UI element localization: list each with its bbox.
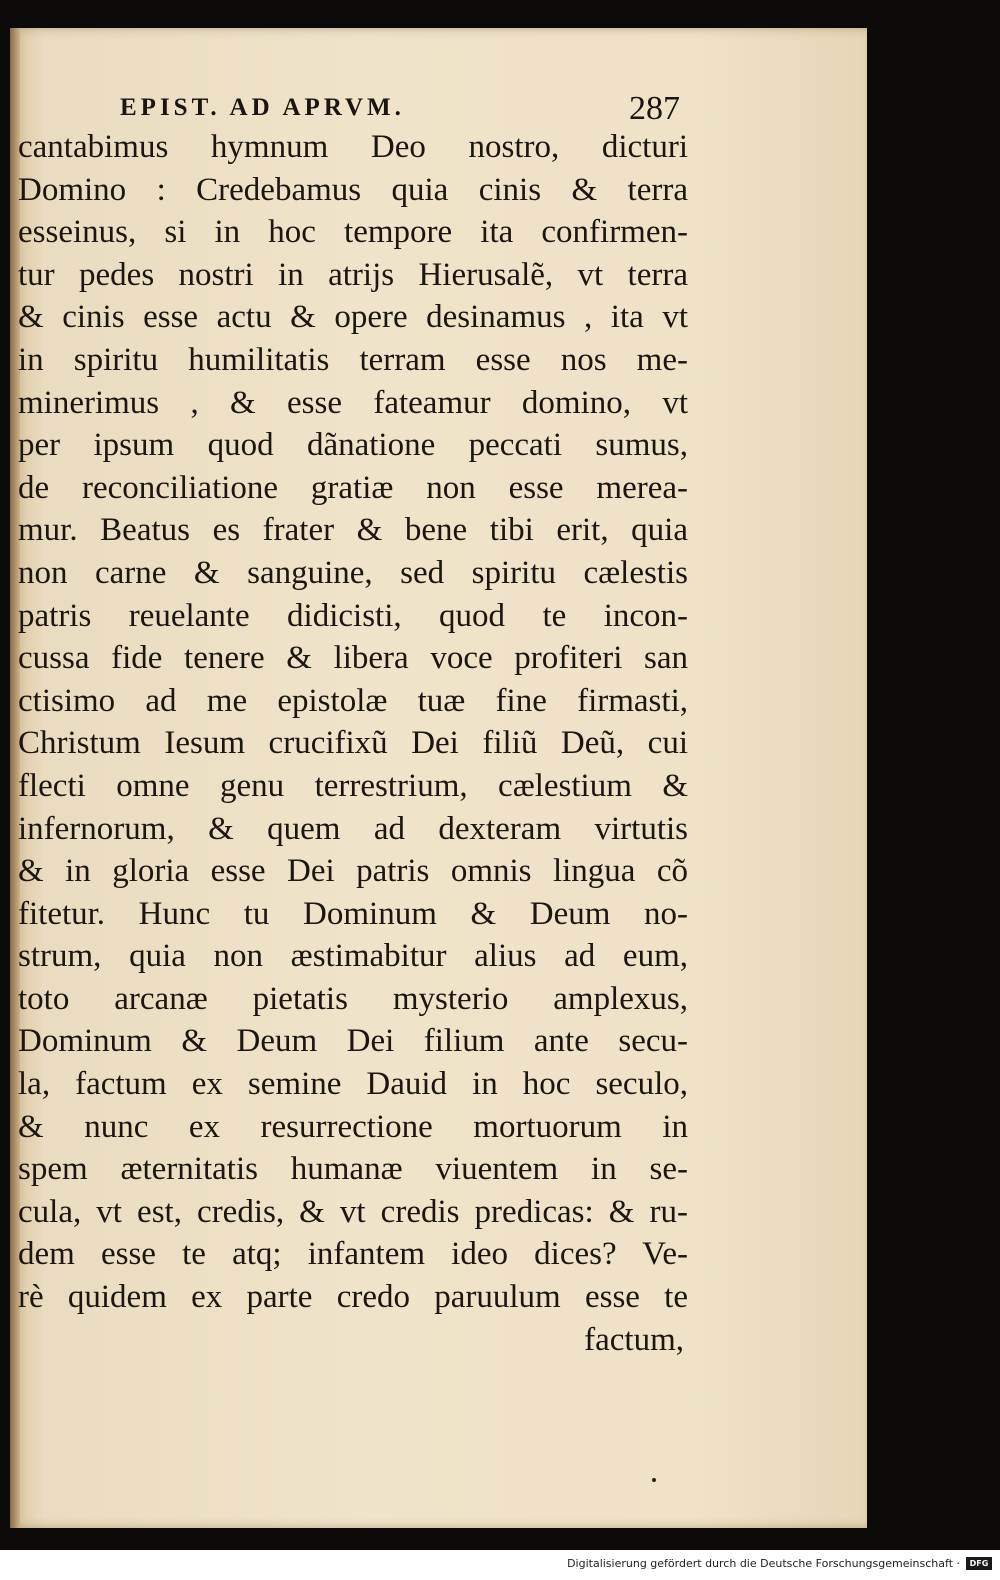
text-line: Domino : Credebamus quia cinis & terra: [18, 171, 688, 208]
text-line: esseinus, si in hoc tempore ita confirmen-: [18, 214, 688, 251]
text-line: ctisimo ad me epistolæ tuæ fine firmasti,: [18, 682, 688, 719]
text-line: & nunc ex resurrectione mortuorum in: [18, 1108, 688, 1145]
dfg-logo: DFG: [966, 1557, 992, 1570]
footer-bar: [0, 1550, 1000, 1580]
text-line: & cinis esse actu & opere desinamus , ita vt: [18, 299, 688, 336]
text-line: in spiritu humilitatis terram esse nos me-: [18, 341, 688, 378]
text-line: dem esse te atq; infantem ideo dices? Ve-: [18, 1236, 688, 1273]
page-number: 287: [629, 90, 680, 127]
text-line: infernorum, & quem ad dexteram virtutis: [18, 810, 688, 847]
text-line: non carne & sanguine, sed spiritu cælestis: [18, 554, 688, 591]
text-line: spem æternitatis humanæ viuentem in se-: [18, 1151, 688, 1188]
text-line: patris reuelante didicisti, quod te incon-: [18, 597, 688, 634]
text-line: la, factum ex semine Dauid in hoc seculo,: [18, 1066, 688, 1103]
text-line: Dominum & Deum Dei filium ante secu-: [18, 1023, 688, 1060]
text-line: rè quidem ex parte credo paruulum esse te: [18, 1279, 688, 1316]
text-line: de reconciliatione gratiæ non esse merea-: [18, 469, 688, 506]
running-title: EPIST. AD APRVM.: [120, 94, 405, 121]
text-line: toto arcanæ pietatis mysterio amplexus,: [18, 980, 688, 1017]
funding-note: Digitalisierung gefördert durch die Deutsche Forschungsgemeinschaft ·: [567, 1557, 960, 1570]
text-line: strum, quia non æstimabitur alius ad eum,: [18, 938, 688, 975]
text-line: cantabimus hymnum Deo nostro, dicturi: [18, 129, 688, 165]
text-line: fitetur. Hunc tu Dominum & Deum no-: [18, 895, 688, 932]
text-line: & in gloria esse Dei patris omnis lingua cõ: [18, 853, 688, 890]
text-line: mur. Beatus es frater & bene tibi erit, quia: [18, 512, 688, 549]
text-line: cula, vt est, credis, & vt credis predicas: & ru-: [18, 1193, 688, 1230]
text-line: tur pedes nostri in atrijs Hierusalẽ, vt terra: [18, 256, 688, 293]
catchword: factum,: [584, 1321, 684, 1358]
text-line: flecti omne genu terrestrium, cælestium &: [18, 767, 688, 804]
ink-dot: [652, 1478, 656, 1482]
text-line: cussa fide tenere & libera voce profiteri san: [18, 640, 688, 677]
body-text: [18, 126, 688, 1361]
text-line: Christum Iesum crucifixũ Dei filiũ Deũ, cui: [18, 725, 688, 762]
text-line: per ipsum quod dãnatione peccati sumus,: [18, 427, 688, 464]
text-line: minerimus , & esse fateamur domino, vt: [18, 384, 688, 421]
